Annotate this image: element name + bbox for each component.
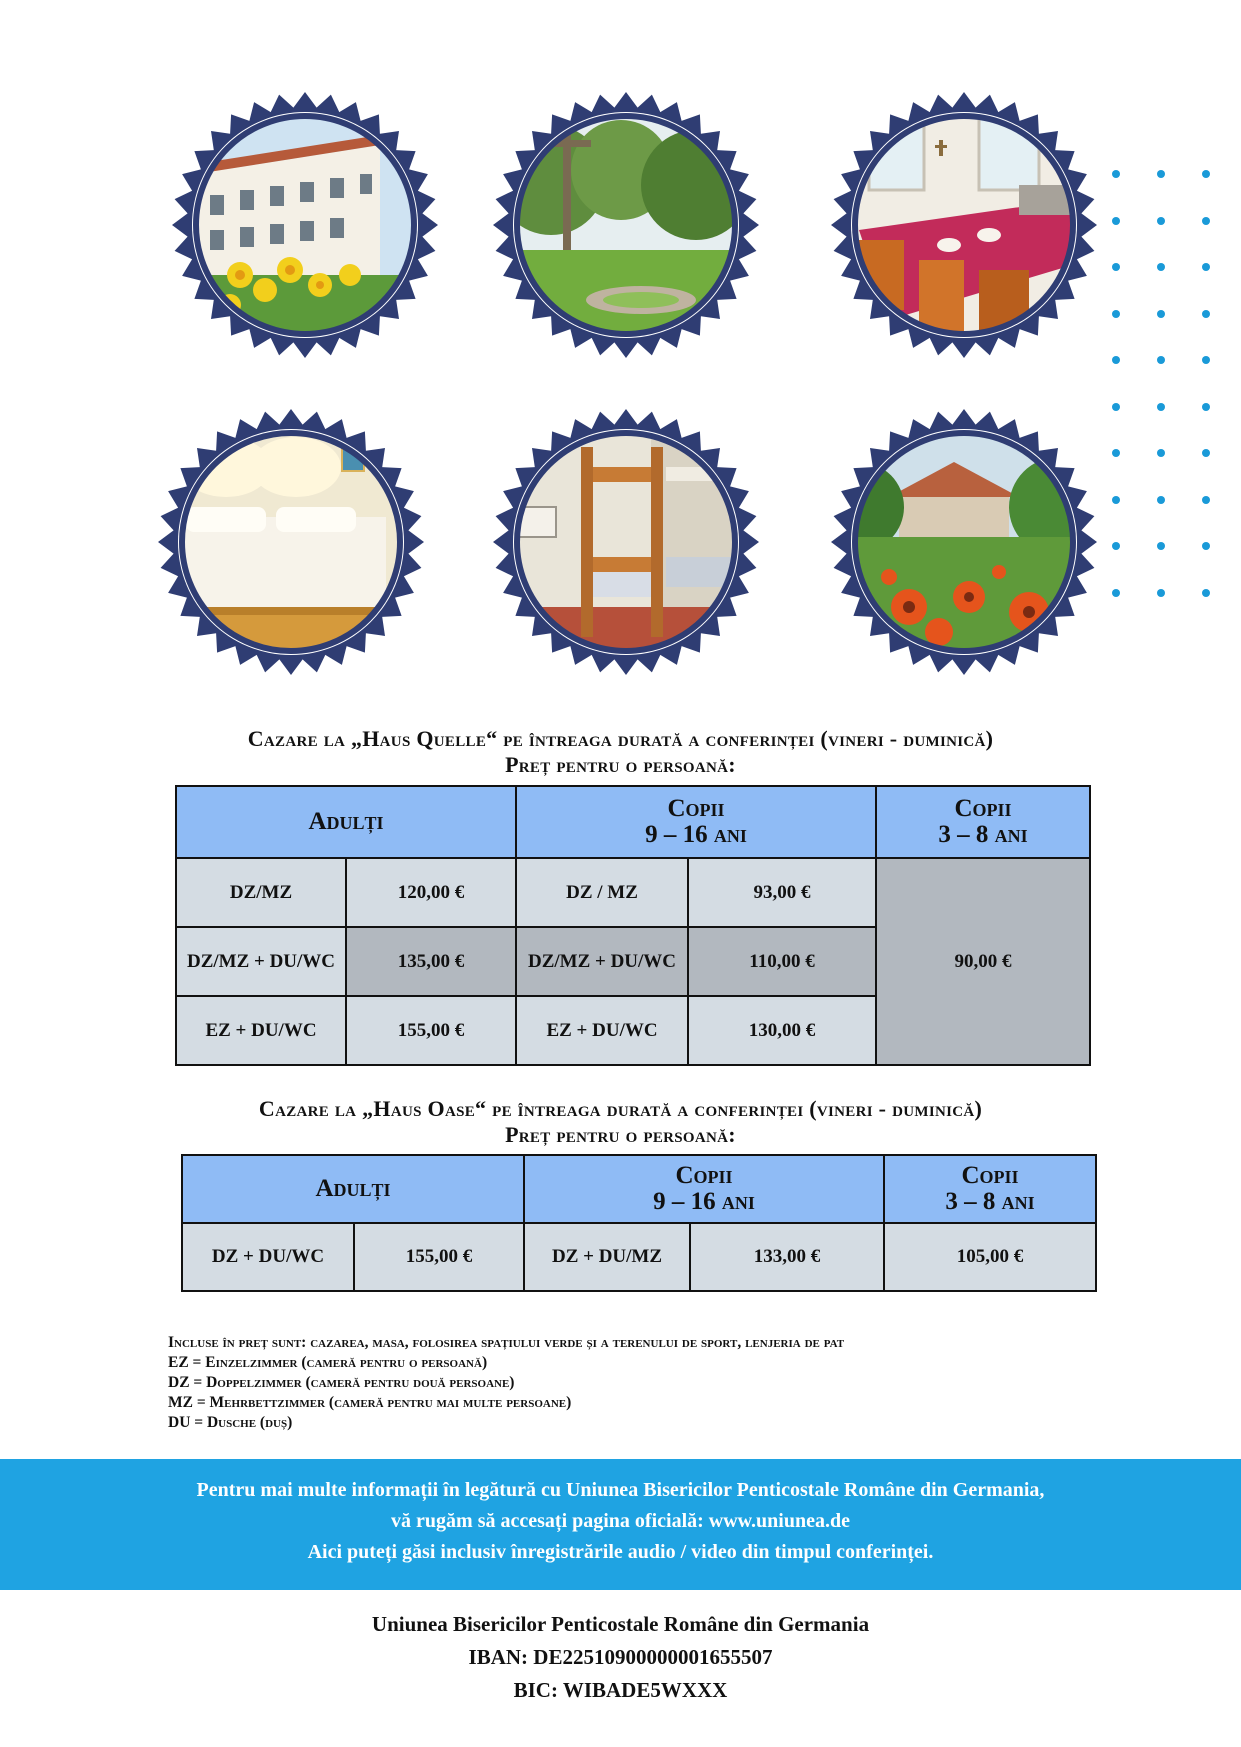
section1-title: Cazare la „Haus Quelle“ pe întreaga durată a conferinței (vineri - duminică): [247, 726, 994, 751]
adult-price: 155,00 €: [354, 1223, 524, 1291]
adult-room-type: DZ/MZ: [176, 858, 346, 927]
note-mz: MZ = Mehrbettzimmer (cameră pentru mai multe persoane): [168, 1394, 572, 1411]
decorative-dot: [1157, 356, 1165, 364]
section2-title: Cazare la „Haus Oase“ pe întreaga durată a conferinței (vineri - duminică): [258, 1096, 983, 1121]
kid-price: 130,00 €: [688, 996, 876, 1065]
section2-subtitle: Preț pentru o persoană:: [505, 1122, 736, 1147]
decorative-dot: [1202, 542, 1210, 550]
kid-room-type: DZ + DU/MZ: [524, 1223, 690, 1291]
footer-bic: BIC: WIBADE5WXXX: [513, 1678, 728, 1702]
decorative-dot: [1157, 449, 1165, 457]
photo-dining-hall: [829, 90, 1099, 360]
small-kids-price: 90,00 €: [876, 858, 1090, 1065]
decorative-dot: [1157, 170, 1165, 178]
adult-room-type: EZ + DU/WC: [176, 996, 346, 1065]
decorative-dot: [1202, 217, 1210, 225]
decorative-dot: [1157, 403, 1165, 411]
kid-price: 110,00 €: [688, 927, 876, 996]
decorative-dot: [1112, 217, 1120, 225]
decorative-dot: [1157, 217, 1165, 225]
decorative-dot: [1112, 496, 1120, 504]
photo-double-bedroom: [156, 407, 426, 677]
haus-quelle-price-table: [175, 785, 1091, 1066]
adult-price: 155,00 €: [346, 996, 516, 1065]
header-kids-3-8: Copii 3 – 8 ani: [884, 1155, 1096, 1223]
decorative-dot: [1157, 496, 1165, 504]
decorative-dot: [1157, 542, 1165, 550]
kid-price: 93,00 €: [688, 858, 876, 927]
decorative-dot: [1202, 589, 1210, 597]
banner-line-3: Aici puteți găsi inclusiv înregistrările audio / video din timpul conferinței.: [307, 1541, 934, 1563]
header-kids-3-8: Copii 3 – 8 ani: [876, 786, 1090, 858]
kid-room-type: EZ + DU/WC: [516, 996, 688, 1065]
note-ez: EZ = Einzelzimmer (cameră pentru o persoană): [168, 1354, 488, 1371]
decorative-dot: [1202, 403, 1210, 411]
adult-price: 135,00 €: [346, 927, 516, 996]
decorative-dot: [1202, 449, 1210, 457]
decorative-dot: [1112, 449, 1120, 457]
footer: [0, 1608, 1241, 1707]
decorative-dot: [1202, 356, 1210, 364]
haus-oase-price-table: [181, 1154, 1097, 1292]
note-du: DU = Dusche (duș): [168, 1414, 293, 1431]
section1-subtitle: Preț pentru o persoană:: [505, 752, 736, 777]
note-included: Incluse în preț sunt: cazarea, masa, folosirea spațiului verde și a terenului de sport, lenjeria de pat: [168, 1334, 845, 1351]
decorative-dot: [1112, 589, 1120, 597]
decorative-dot: [1202, 170, 1210, 178]
decorative-dot: [1112, 403, 1120, 411]
photo-garden-cross: [491, 90, 761, 360]
decorative-dot: [1202, 310, 1210, 318]
kid-room-type: DZ / MZ: [516, 858, 688, 927]
kid-room-type: DZ/MZ + DU/WC: [516, 927, 688, 996]
decorative-dot: [1112, 542, 1120, 550]
decorative-dot: [1112, 310, 1120, 318]
decorative-dot: [1157, 589, 1165, 597]
decorative-dot: [1157, 310, 1165, 318]
banner-line-1: Pentru mai multe informații în legătură cu Uniunea Bisericilor Penticostale Române din Germania,: [196, 1479, 1045, 1501]
footer-org: Uniunea Bisericilor Penticostale Române din Germania: [371, 1612, 870, 1636]
header-kids-9-16: Copii 9 – 16 ani: [524, 1155, 884, 1223]
adult-price: 120,00 €: [346, 858, 516, 927]
note-dz: DZ = Doppelzimmer (cameră pentru două persoane): [168, 1374, 515, 1391]
notes-block: [168, 1333, 844, 1433]
decorative-dot-grid: [1112, 170, 1232, 610]
decorative-dot: [1157, 263, 1165, 271]
header-kids-9-16: Copii 9 – 16 ani: [516, 786, 876, 858]
decorative-dot: [1112, 263, 1120, 271]
decorative-dot: [1112, 356, 1120, 364]
header-adults: Adulți: [176, 786, 516, 858]
decorative-dot: [1112, 170, 1120, 178]
decorative-dot: [1202, 496, 1210, 504]
kid-price: 133,00 €: [690, 1223, 884, 1291]
small-kids-price: 105,00 €: [884, 1223, 1096, 1291]
photo-bunk-bed-room: [491, 407, 761, 677]
photo-flower-garden: [829, 407, 1099, 677]
photo-house-daffodils: [170, 90, 440, 360]
banner-line-2: vă rugăm să accesați pagina oficială: www.uniunea.de: [391, 1510, 850, 1532]
info-banner: [0, 1459, 1241, 1590]
adult-room-type: DZ + DU/WC: [182, 1223, 354, 1291]
header-adults: Adulți: [182, 1155, 524, 1223]
adult-room-type: DZ/MZ + DU/WC: [176, 927, 346, 996]
footer-iban: IBAN: DE22510900000001655507: [468, 1645, 773, 1669]
decorative-dot: [1202, 263, 1210, 271]
